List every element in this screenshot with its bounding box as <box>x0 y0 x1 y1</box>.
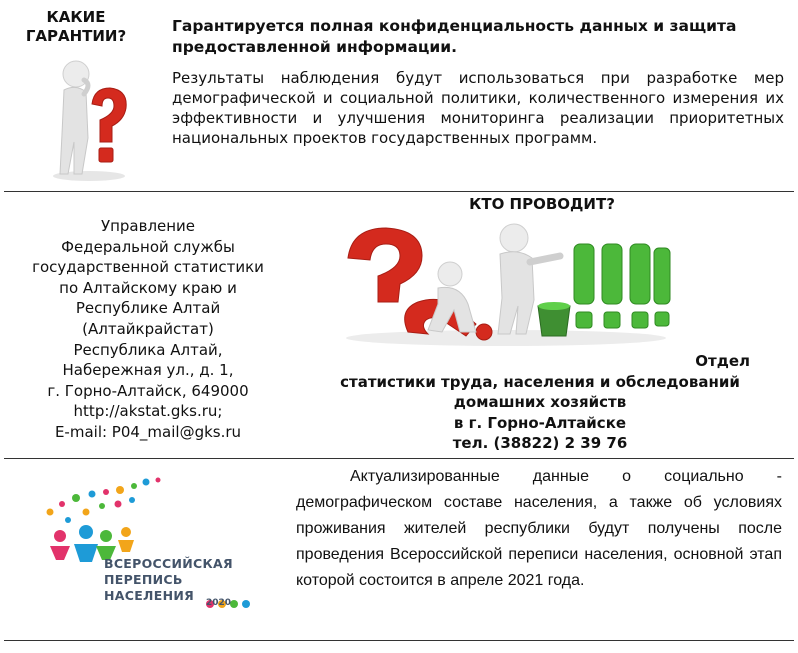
dept-phone: тел. (38822) 2 39 76 <box>452 434 628 452</box>
census-body <box>296 464 782 594</box>
census-body-text: Актуализированные данные о социально - демографическом составе населения, а также об условиях проживания жителей республики будут получены после проведения Всероссийской переписи населения, основной этап которой состоится в апреле 2021 года. <box>296 468 782 589</box>
guarantees-title <box>12 8 140 46</box>
organization-address <box>8 216 288 443</box>
divider-bottom <box>4 640 794 641</box>
guarantees-body: Результаты наблюдения будут использоваться при разработке мер демографической и социальной политики, количественного измерения их эффективности и улучшения мониторинга реализации приоритетных национальных проектов государственных программ. <box>172 69 784 147</box>
dept-line2: статистики труда, населения и обследований <box>340 372 740 391</box>
guarantees-title-line1: КАКИЕ <box>46 8 106 26</box>
dept-line1: Отдел <box>695 352 750 370</box>
department-block <box>290 351 790 454</box>
who-conducts-title: КТО ПРОВОДИТ? <box>469 195 615 213</box>
org-email[interactable]: E-mail: P04_mail@gks.ru <box>54 422 242 441</box>
org-line: Управление <box>100 217 196 235</box>
org-line: Набережная ул., д. 1, <box>62 361 234 380</box>
divider-middle <box>4 458 794 459</box>
org-line: Республике Алтай <box>75 299 221 318</box>
logo-line2: ПЕРЕПИСЬ <box>104 572 183 587</box>
dept-line4: в г. Горно-Алтайске <box>453 413 627 432</box>
thinking-figure-question-icon <box>44 54 134 182</box>
org-line: (Алтайкрайстат) <box>82 319 214 338</box>
org-line: государственной статистики <box>32 258 264 277</box>
logo-line3: НАСЕЛЕНИЯ <box>104 588 195 603</box>
logo-line1: ВСЕРОССИЙСКАЯ <box>104 556 233 571</box>
org-line: Республика Алтай, <box>73 340 223 359</box>
org-website[interactable]: http://akstat.gks.ru; <box>73 402 223 421</box>
dept-line3: домашних хозяйств <box>453 393 627 411</box>
guarantees-title-line2: ГАРАНТИИ? <box>25 27 127 45</box>
guarantees-heading: Гарантируется полная конфиденциальность данных и защита предоставленной информации. <box>172 17 737 56</box>
census-logo-text <box>104 556 233 604</box>
org-line: г. Горно-Алтайск, 649000 <box>47 381 249 400</box>
figures-question-exclamation-icon <box>338 214 674 348</box>
census-logo-year: 2020 <box>206 598 232 608</box>
org-line: по Алтайскому краю и <box>59 278 237 297</box>
org-line: Федеральной службы <box>61 237 235 256</box>
divider-top <box>4 191 794 192</box>
